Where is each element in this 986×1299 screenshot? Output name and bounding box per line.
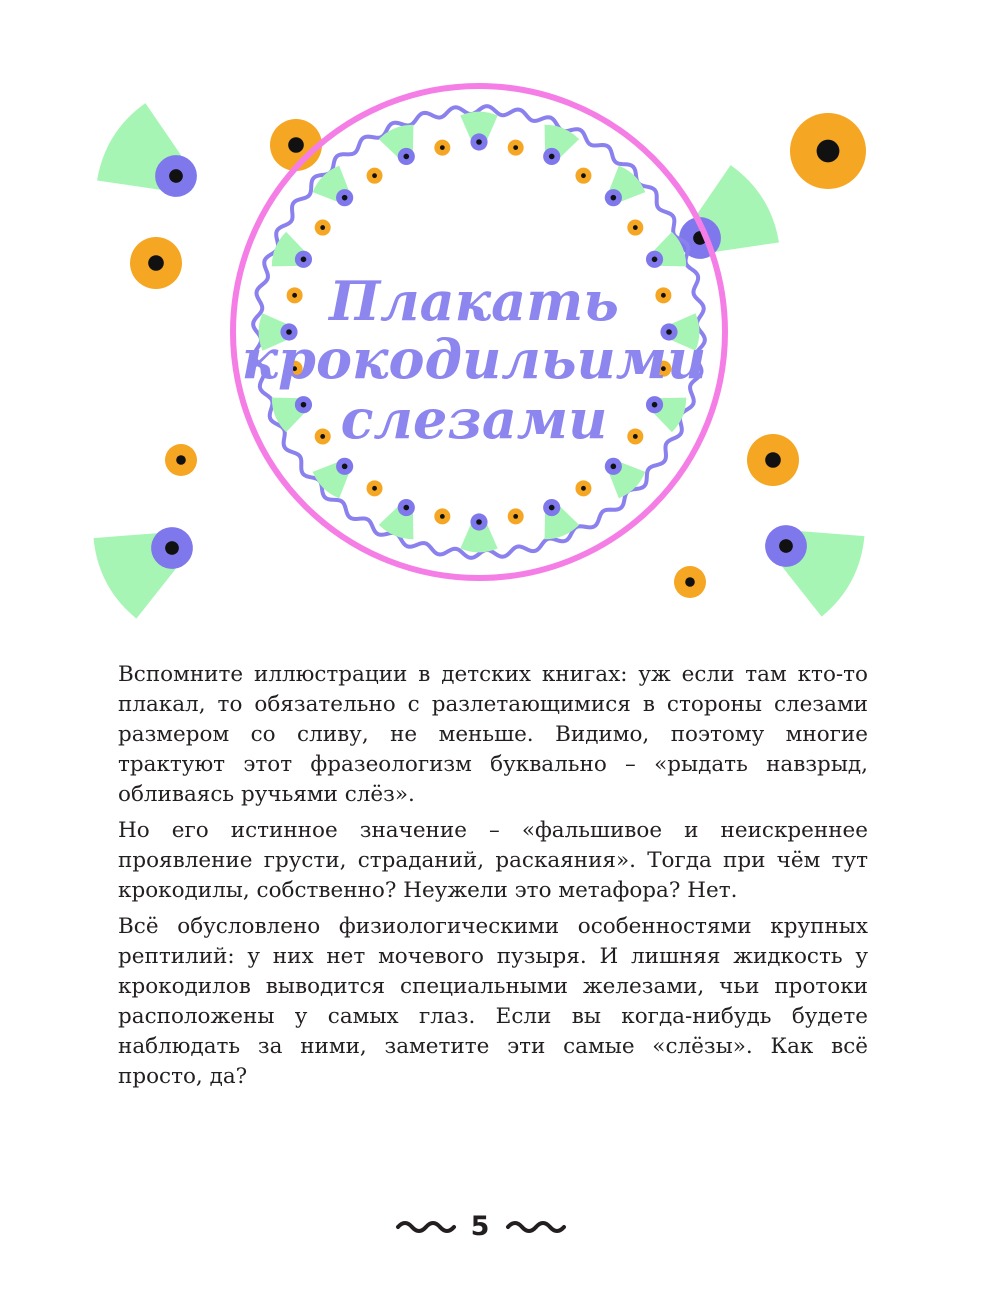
- orange-eye-icon-pupil: [765, 452, 781, 468]
- crying-eye-tear-icon: [310, 163, 364, 217]
- orange-dot-icon-pupil: [513, 514, 518, 519]
- orange-eye-icon-pupil: [288, 137, 304, 153]
- orange-eye-icon-pupil: [685, 577, 695, 587]
- crying-eye-tear-icon: [531, 492, 581, 542]
- orange-dot-icon-pupil: [633, 434, 638, 439]
- crying-eye-tear-icon: [268, 384, 318, 434]
- title: [242, 269, 707, 451]
- page-number: 5: [470, 1211, 490, 1242]
- wave-ornament-left-icon: [398, 1223, 454, 1231]
- orange-eye-icon-pupil: [148, 255, 164, 271]
- paragraph-1: Вспомните иллюстрации в детских книгах: уж если там кто-то плакал, то обязательно с разлетающимися в стороны слезами размером со сливу, не меньше. Видимо, поэтому многие трактуют этот фразеологизм буквально – «рыдать навзрыд, обливаясь ручьями слёз».: [118, 662, 868, 807]
- title-line-1: Плакать: [329, 269, 619, 333]
- big-crying-eye-tear-icon: [658, 160, 787, 288]
- orange-dot-icon-pupil: [661, 293, 666, 298]
- crying-eye-tear-icon: [594, 447, 648, 501]
- orange-eye-icon-pupil: [817, 140, 840, 163]
- page-footer: [390, 1205, 590, 1245]
- crying-eye-tear-icon: [594, 163, 648, 217]
- orange-dot-icon-pupil: [581, 173, 586, 178]
- crying-eye-tear-icon: [377, 121, 427, 171]
- orange-dot-icon-pupil: [513, 145, 518, 150]
- body-text: [118, 660, 868, 1098]
- pupil: [476, 139, 482, 145]
- orange-dot-icon-pupil: [292, 293, 297, 298]
- big-crying-eye-tear-icon: [85, 498, 212, 623]
- orange-dot-icon-pupil: [440, 514, 445, 519]
- pupil: [476, 519, 482, 525]
- orange-dot-icon-pupil: [372, 486, 377, 491]
- paragraph-3: Всё обусловлено физиологическими особенностями крупных рептилий: у них нет мочевого пузыря. И лишняя жидкость у крокодилов выводится специальными железами, чьи протоки расположены у самых глаз. Если вы когда-нибудь будете наблюдать за ними, заметите эти самые «слёзы». Как всё просто, да?: [118, 914, 868, 1089]
- orange-eye-icon-pupil: [176, 455, 186, 465]
- crying-eye-tear-icon: [460, 112, 497, 151]
- title-illustration: [0, 0, 986, 640]
- title-line-2: крокодильими: [241, 327, 707, 391]
- orange-dot-icon-pupil: [633, 225, 638, 230]
- wave-ornament-right-icon: [508, 1223, 564, 1231]
- orange-dot-icon-pupil: [320, 225, 325, 230]
- orange-dot-icon-pupil: [440, 145, 445, 150]
- paragraph-2: Но его истинное значение – «фальшивое и неискреннее проявление грусти, страданий, раскаяния». Тогда при чём тут крокодилы, собственно? Неужели это метафора? Нет.: [118, 818, 868, 903]
- orange-dot-icon-pupil: [581, 486, 586, 491]
- orange-dot-icon-pupil: [372, 173, 377, 178]
- orange-dot-icon-pupil: [320, 434, 325, 439]
- title-line-3: слезами: [340, 387, 608, 451]
- crying-eye-tear-icon: [460, 513, 497, 552]
- big-crying-eye-tear-icon: [746, 496, 873, 621]
- big-crying-eye-tear-icon: [89, 98, 218, 226]
- crying-eye-tear-icon: [310, 447, 364, 501]
